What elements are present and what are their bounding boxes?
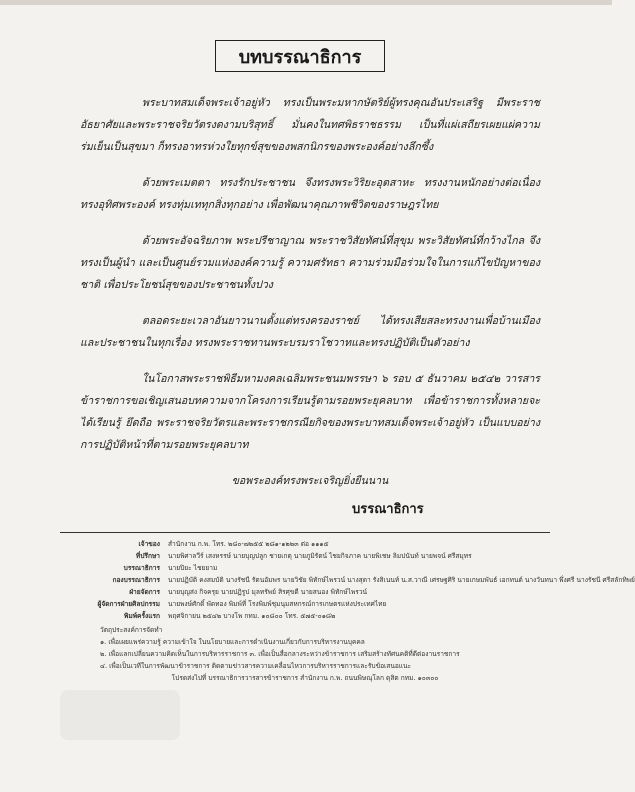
colophon-key: เจ้าของ [138,540,160,548]
objectives [60,624,550,672]
paragraph: พระบาทสมเด็จพระเจ้าอยู่หัว ทรงเป็นพระมหากษัตริย์ผู้ทรงคุณอันประเสริฐ มีพระราชอัธยาศัยและพระราชจริยวัตรงดงามบริสุทธิ์ มั่นคงในทศพิธราชธรรม เป็นที่แผ่เสถียรเผยแผ่ความร่มเย็นเป็นสุขมา ก็ทรงอาทรห่วงใยทุกข์สุขของพสกนิกรของพระองค์อย่างลึกซึ้ง [80,97,540,153]
page-title: บทบรรณาธิการ [215,40,385,72]
colophon-value: นายบุญส่ง กิจครุย นายปฏิรูป มุลทรัพย์ สิรศุขดี นายสนอง พิทักษ์ไพรวน์ [168,588,368,596]
colophon-row [60,538,550,550]
paragraph: ตลอดระยะเวลาอันยาวนานตั้งแต่ทรงครองราชย์ ได้ทรงเสียสละทรงงานเพื่อบ้านเมืองและประชาชนในทุกเรื่อง ทรงพระราชทานพระบรมราโชวาทและทรงปฏิบัติเป็นตัวอย่าง [80,315,540,349]
colophon-value: นายปฏิบัติ คงสมบัติ นางรัชนี รัตนอัมพร นายวิชัย พิทักษ์ไพรวน์ นางสุดา รังสิเนนท์ น.ส.วาณี เศรษฐศิริ นายเกษมพันธ์ เอกทนต์ นางวันทนา พึ่งศรี นางรัชนี ศรีสลักทิพย์ [168,576,635,584]
scan-smudge [60,690,180,740]
colophon-key: กองบรรณาธิการ [112,576,160,584]
colophon [60,538,635,684]
colophon-value: นายปิยะ ไชยยาม [168,564,218,572]
foreword-body [80,92,540,506]
colophon-key: ฝ่ายจัดการ [129,588,160,596]
colophon-key: ผู้จัดการฝ่ายศิลปกรรม [97,600,160,608]
colophon-row [60,610,550,622]
paragraph: ด้วยพระเมตตา ทรงรักประชาชน จึงทรงพระวิริยะอุตสาหะ ทรงงานหนักอย่างต่อเนื่อง ทรงอุทิศพระองค์ ทรงทุ่มเททุกสิ่งทุกอย่าง เพื่อพัฒนาคุณภาพชีวิตของราษฎรไทย [80,177,540,211]
colophon-key: บรรณาธิการ [123,564,160,572]
divider [60,532,550,533]
scan-edge [0,0,612,5]
colophon-key: พิมพ์ครั้งแรก [124,612,160,620]
paragraph: ในโอกาสพระราชพิธีมหามงคลเฉลิมพระชนมพรรษา ๖ รอบ ๕ ธันวาคม ๒๕๔๒ วารสารข้าราชการขอเชิญเสนอบทความจากโครงการเรียนรู้ตามรอยพระยุคลบาท เพื่อข้าราชการทั้งหลายจะได้เรียนรู้ ยึดถือ พระราชจริยวัตรและพระราชกรณียกิจของพระบาทสมเด็จพระเจ้าอยู่หัว เป็นแบบอย่างการปฏิบัติหน้าที่ตามรอยพระยุคลบาท [80,373,540,451]
colophon-row [60,574,635,586]
closing-line: ขอพระองค์ทรงพระเจริญยิ่งยืนนาน [231,475,389,487]
editor-signature: บรรณาธิการ [352,502,424,517]
colophon-value: นายพิศาลวีร์ เสงหรรษ์ นายบุญปลูก ชายเกตุ นายภูมิรัตน์ ไชยกิจภาค นายพิเชษ ลิมปนันท์ นายพจน์ ศรีสมุทร [168,552,472,560]
paragraph: ด้วยพระอัจฉริยภาพ พระปรีชาญาณ พระราชวิสัยทัศน์ที่สุขุม พระวิสัยทัศน์ที่กว้างไกล จึงทรงเป็นผู้นำ และเป็นศูนย์รวมแห่งองค์ความรู้ ความศรัทธา ความร่วมมือร่วมใจในการแก้ไขปัญหาของชาติ เพื่อประโยชน์สุขของประชาชนทั้งปวง [80,235,540,291]
objectives-title: วัตถุประสงค์การจัดทำ [100,626,163,634]
colophon-value: พฤศจิกายน ๒๕๔๒ บางโพ กทม. ๑๐๘๐๐ โทร. ๕๗๕-๐๑๘๒ [168,612,336,620]
colophon-row [60,598,550,610]
objective-item: ๔. เพื่อเป็นเวทีในการพัฒนาข้าราชการ ติดตามข่าวสารความเคลื่อนไหวการบริหารราชการและรับข้อเสนอแนะ [100,662,412,670]
mailing-address [60,672,550,684]
objective-item: ๑. เพื่อเผยแพร่ความรู้ ความเข้าใจ ในนโยบายและการดำเนินงานเกี่ยวกับการบริหารงานบุคคล [100,638,365,646]
colophon-value: สำนักงาน ก.พ. โทร. ๒๘๐-๗๒๕๕ ๒๘๑-๑๒๒๓ ต่อ ๑๑๑๕ [168,540,329,548]
colophon-row [60,586,550,598]
colophon-value: นายพงษ์ศักดิ์ พัดทอง พิมพ์ที่ โรงพิมพ์ชุมนุมสหกรณ์การเกษตรแห่งประเทศไทย [168,600,387,608]
colophon-row [60,550,550,562]
objective-item: ๒. เพื่อแลกเปลี่ยนความคิดเห็นในการบริหารราชการ ๓. เพื่อเป็นสื่อกลางระหว่างข้าราชการ เสริมสร้างทัศนคติที่ดีต่องานราชการ [100,650,460,658]
colophon-key: ที่ปรึกษา [135,552,160,560]
colophon-row [60,562,550,574]
address-text: โปรดส่งไปที่ บรรณาธิการวารสารข้าราชการ สำนักงาน ก.พ. ถนนพิษณุโลก ดุสิต กทม. ๑๐๓๐๐ [171,674,439,682]
